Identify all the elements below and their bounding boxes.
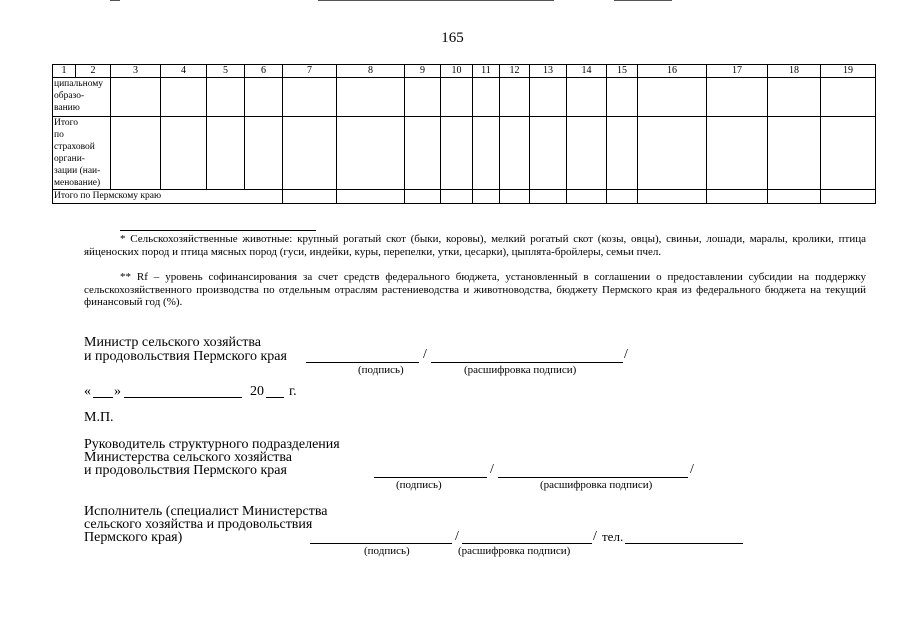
date-day-line (93, 397, 113, 398)
table-cell (638, 78, 707, 117)
column-header: 15 (607, 65, 638, 78)
table-row (53, 117, 876, 190)
table-cell (607, 78, 638, 117)
head-title-line3: и продовольствия Пермского края (84, 463, 287, 478)
slash-separator: / (593, 529, 597, 544)
table-cell (283, 190, 337, 204)
table-total-row (53, 190, 876, 204)
table-cell (821, 117, 876, 190)
minister-signature-line (306, 362, 419, 363)
column-header: 12 (500, 65, 530, 78)
slash-separator: / (423, 347, 427, 362)
data-table (52, 64, 876, 204)
table-cell (441, 190, 473, 204)
minister-title-line2: и продовольствия Пермского края (84, 349, 287, 364)
table-cell (337, 117, 405, 190)
table-cell (441, 117, 473, 190)
table-header-row (53, 65, 876, 78)
table-cell (567, 190, 607, 204)
executor-title-line3: Пермского края) (84, 530, 183, 545)
table-cell (500, 78, 530, 117)
table-cell (207, 117, 245, 190)
footnote-rf: ** Rf – уровень софинансирования за счет средств федерального бюджета, установленный в соглашении о предоставлении субсидии на поддержку сельскохозяйственного производства по отдельным отраслям растениеводства и животноводства, бюджету Пермского края из федерального бюджета на текущий финансовый год (%). (84, 271, 866, 308)
executor-title-line2: сельского хозяйства и продовольствия (84, 517, 313, 532)
table-cell (500, 117, 530, 190)
table-cell (111, 117, 161, 190)
row-label: Итого по страховой органи- зации (наи- менование) (53, 117, 111, 190)
signature-caption: (подпись) (364, 545, 410, 557)
table-cell (707, 190, 768, 204)
page-number: 165 (441, 30, 464, 46)
date-year-suffix: г. (289, 384, 297, 399)
table-cell (405, 78, 441, 117)
column-header: 13 (530, 65, 567, 78)
total-row-label: Итого по Пермскому краю (53, 190, 283, 204)
table-cell (768, 117, 821, 190)
signature-caption: (подпись) (358, 364, 404, 376)
table-cell (768, 78, 821, 117)
table-cell (441, 78, 473, 117)
table-cell (530, 190, 567, 204)
decode-caption: (расшифровка подписи) (540, 479, 653, 491)
table-cell (337, 78, 405, 117)
table-cell (638, 117, 707, 190)
date-year-prefix: 20 (250, 384, 264, 399)
column-header: 19 (821, 65, 876, 78)
decode-caption: (расшифровка подписи) (458, 545, 571, 557)
column-header: 16 (638, 65, 707, 78)
column-header: 2 (76, 65, 111, 78)
table-cell (707, 78, 768, 117)
table-cell (161, 78, 207, 117)
footnote-animals: * Сельскохозяйственные животные: крупный рогатый скот (быки, коровы), мелкий рогатый скот (козы, овцы), свиньи, лошади, маралы, кролики, птица яйценоских пород и птица мясных пород (гуси, индейки, куры, перепелки, утки, цесарки), цыплята-бройлеры, семьи пчел. (84, 233, 866, 258)
table-row (53, 78, 876, 117)
signature-caption: (подпись) (396, 479, 442, 491)
table-cell (473, 78, 500, 117)
date-open-quote: « (84, 384, 91, 399)
minister-decode-line (431, 362, 623, 363)
column-header: 6 (245, 65, 283, 78)
phone-line (625, 543, 743, 544)
table-cell (707, 117, 768, 190)
table-cell (500, 190, 530, 204)
table-cell (207, 78, 245, 117)
table-cell (638, 190, 707, 204)
head-decode-line (498, 477, 688, 478)
top-edge-line (614, 0, 672, 1)
date-month-line (124, 397, 242, 398)
table-cell (245, 78, 283, 117)
table-cell (283, 117, 337, 190)
column-header: 17 (707, 65, 768, 78)
slash-separator: / (490, 462, 494, 477)
table-cell (567, 78, 607, 117)
head-title-line2: Министерства сельского хозяйства (84, 450, 293, 465)
slash-separator: / (690, 462, 694, 477)
table-cell (821, 78, 876, 117)
table-cell (821, 190, 876, 204)
top-edge-line (110, 0, 120, 1)
decode-caption: (расшифровка подписи) (464, 364, 577, 376)
footnote-separator (120, 230, 316, 231)
column-header: 14 (567, 65, 607, 78)
column-header: 5 (207, 65, 245, 78)
table-cell (111, 78, 161, 117)
date-close-quote: » (114, 384, 121, 399)
table-cell (768, 190, 821, 204)
slash-separator: / (455, 529, 459, 544)
executor-title-line1: Исполнитель (специалист Министерства (84, 504, 328, 519)
column-header: 3 (111, 65, 161, 78)
table-cell (530, 117, 567, 190)
executor-signature-line (310, 543, 452, 544)
column-header: 8 (337, 65, 405, 78)
table-cell (530, 78, 567, 117)
table-cell (607, 117, 638, 190)
row-label: ципальному образо- ванию (53, 78, 111, 117)
table-cell (405, 117, 441, 190)
phone-label: тел. (602, 529, 624, 544)
table-cell (337, 190, 405, 204)
stamp-label: М.П. (84, 410, 114, 425)
column-header: 11 (473, 65, 500, 78)
column-header: 18 (768, 65, 821, 78)
minister-title-line1: Министр сельского хозяйства (84, 335, 261, 350)
column-header: 10 (441, 65, 473, 78)
table-cell (161, 117, 207, 190)
table-cell (473, 117, 500, 190)
table-cell (405, 190, 441, 204)
column-header: 7 (283, 65, 337, 78)
column-header: 1 (53, 65, 76, 78)
table-cell (607, 190, 638, 204)
table-cell (473, 190, 500, 204)
table-cell (567, 117, 607, 190)
head-signature-line (374, 477, 487, 478)
table-cell (245, 117, 283, 190)
column-header: 4 (161, 65, 207, 78)
executor-decode-line (462, 543, 592, 544)
date-year-line (266, 397, 284, 398)
slash-separator: / (624, 347, 628, 362)
head-title-line1: Руководитель структурного подразделения (84, 437, 340, 452)
top-edge-line (318, 0, 554, 1)
table-cell (283, 78, 337, 117)
column-header: 9 (405, 65, 441, 78)
